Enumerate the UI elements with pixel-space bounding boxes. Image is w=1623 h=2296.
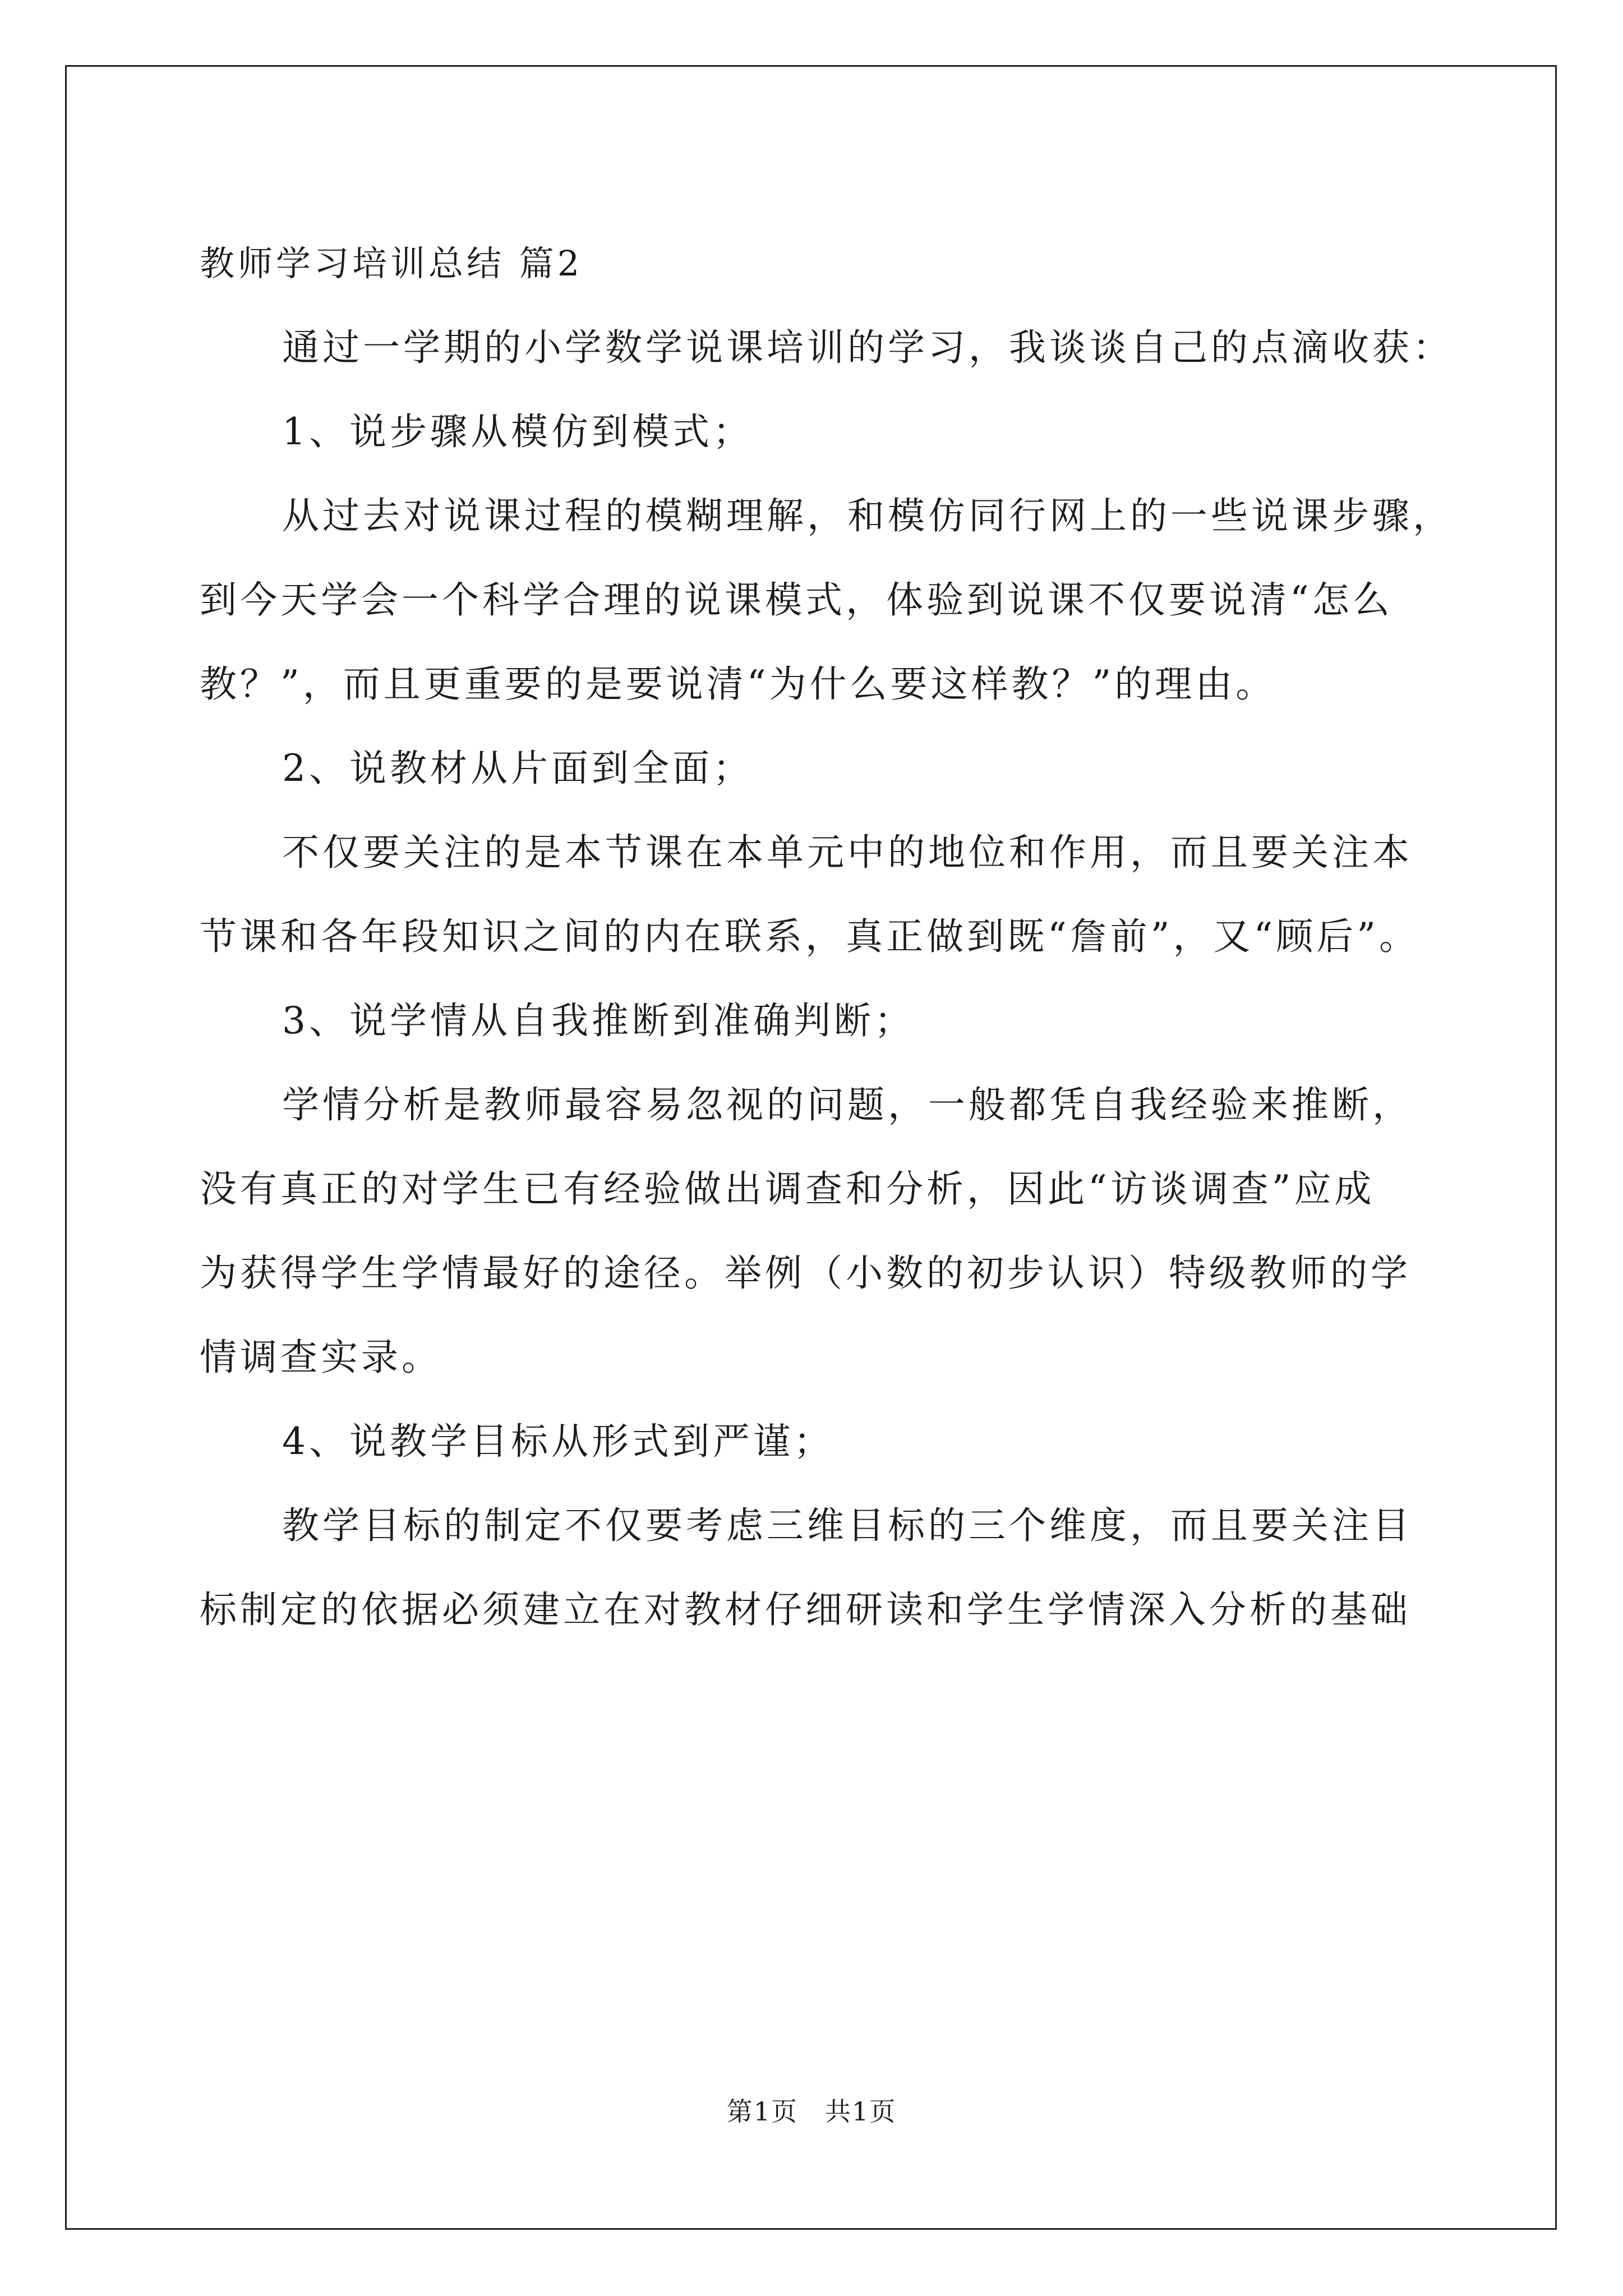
page-footer: 第1页 共1页 — [726, 2096, 897, 2127]
paragraph-line: 为获得学生学情最好的途径。举例（小数的初步认识）特级教师的学 — [200, 1251, 1411, 1295]
paragraph-line: 从过去对说课过程的模糊理解，和模仿同行网上的一些说课步骤， — [282, 494, 1453, 537]
section-heading: 1、说步骤从模仿到模式； — [282, 410, 753, 453]
section-heading: 2、说教材从片面到全面； — [282, 747, 753, 790]
document-body — [200, 222, 1453, 1652]
paragraph-line: 通过一学期的小学数学说课培训的学习，我谈谈自己的点滴收获： — [282, 326, 1453, 369]
paragraph-line: 学情分析是教师最容易忽视的问题，一般都凭自我经验来推断， — [282, 1083, 1413, 1126]
paragraph-line: 不仅要关注的是本节课在本单元中的地位和作用，而且要关注本 — [282, 831, 1413, 874]
paragraph-line: 教？”，而且更重要的是要说清“为什么要这样教？”的理由。 — [200, 662, 1276, 706]
paragraph-line: 标制定的依据必须建立在对教材仔细研读和学生学情深入分析的基础 — [200, 1588, 1411, 1631]
paragraph-line: 到今天学会一个科学合理的说课模式，体验到说课不仅要说清“怎么 — [200, 578, 1393, 622]
paragraph-line: 情调查实录。 — [200, 1336, 442, 1379]
section-heading: 4、说教学目标从形式到严谨； — [282, 1420, 834, 1463]
paragraph-line: 没有真正的对学生已有经验做出调查和分析，因此“访谈调查”应成 — [200, 1167, 1375, 1211]
paragraph-line: 节课和各年段知识之间的内在联系，真正做到既“詹前”，又“顾后”。 — [200, 915, 1419, 958]
paragraph-line: 教学目标的制定不仅要考虑三维目标的三个维度，而且要关注目 — [282, 1504, 1413, 1547]
section-heading: 3、说学情从自我推断到准确判断； — [282, 999, 915, 1042]
document-title: 教师学习培训总结 篇2 — [200, 243, 583, 284]
